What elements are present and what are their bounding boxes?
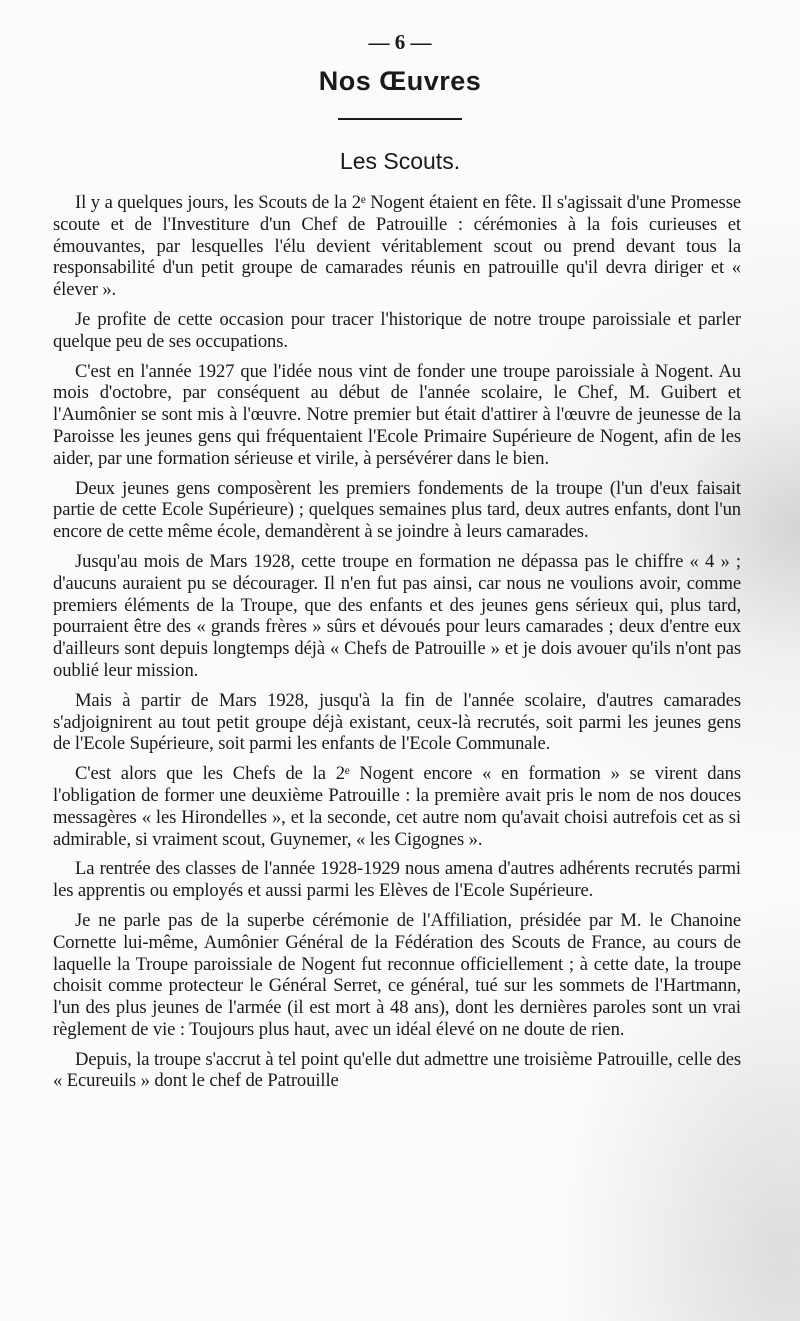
title-divider [338,118,462,120]
paragraph-6: Mais à partir de Mars 1928, jusqu'à la fin de l'année scolaire, d'autres camarades s'adjoignirent au tout petit groupe déjà existant, ceux-là recrutés, soit parmi les jeunes gens de l'Ecole Supérieure, soit parmi les enfants de l'Ecole Communale. [53,689,741,755]
page-title: Nos Œuvres [318,66,482,96]
page-number: — 6 — [368,30,432,54]
paragraph-5: Jusqu'au mois de Mars 1928, cette troupe en formation ne dépassa pas le chiffre « 4 » ; d'aucuns auraient pu se décourager. Il n'en fut pas ainsi, car nous ne voulions avoir, comme premiers éléments de la Troupe, que des enfants et des jeunes gens sérieux qui, plus tard, pourraient être des « grands frères » sûrs et dévoués pour leurs camarades ; deux d'entre eux d'ailleurs sont depuis longtemps déjà « Chefs de Patrouille » et je dois avouer qu'ils n'ont pas oublié leur mission. [53,550,741,681]
paragraph-2: Je profite de cette occasion pour tracer l'historique de notre troupe paroissiale et parler quelque peu de ses occupations. [53,308,741,352]
paragraph-10: Depuis, la troupe s'accrut à tel point qu'elle dut admettre une troisième Patrouille, celle des « Ecureuils » dont le chef de Patrouille [53,1048,741,1092]
section-subtitle: Les Scouts. [339,148,461,174]
article-body [53,192,741,1092]
paragraph-4: Deux jeunes gens composèrent les premiers fondements de la troupe (l'un d'eux faisait partie de cette Ecole Supérieure) ; quelques semaines plus tard, deux autres enfants, dont l'un encore de cette même école, demandèrent à se joindre à leurs camarades. [53,477,741,543]
paragraph-7: C'est alors que les Chefs de la 2ᵉ Nogent encore « en formation » se virent dans l'obligation de former une deuxième Patrouille : la première avait pris le nom de nos douces messagères « les Hirondelles », et la seconde, cet autre nom qu'avait choisi autrefois cet as si admirable, si vraiment scout, Guynemer, « les Cigognes ». [53,763,741,850]
paragraph-3: C'est en l'année 1927 que l'idée nous vint de fonder une troupe paroissiale à Nogent. Au mois d'octobre, par conséquent au début de l'année scolaire, le Chef, M. Guibert et l'Aumônier se sont mis à l'œuvre. Notre premier but était d'attirer à l'œuvre de jeunesse de la Paroisse les jeunes gens qui fréquentaient l'Ecole Primaire Supérieure de Nogent, afin de les aider, par une formation sérieuse et virile, à persévérer dans le bien. [53,360,741,469]
paragraph-9: Je ne parle pas de la superbe cérémonie de l'Affiliation, présidée par M. le Chanoine Cornette lui-même, Aumônier Général de la Fédération des Scouts de France, au cours de laquelle la Troupe paroissiale de Nogent fut reconnue officiellement ; à cette date, la troupe choisit comme protecteur le Général Serret, ce général, tué sur les sommets de l'Hartmann, l'un des plus jeunes de l'armée (il est mort à 48 ans), dont les dernières paroles sont un vrai règlement de vie : Toujours plus haut, avec un idéal élevé on ne doute de rien. [53,909,741,1040]
paragraph-1: Il y a quelques jours, les Scouts de la 2ᵉ Nogent étaient en fête. Il s'agissait d'une Promesse scoute et de l'Investiture d'un Chef de Patrouille : cérémonies à la fois curieuses et émouvantes, par lesquelles l'élu devient véritablement scout ou prend devant tous la responsabilité d'un petit groupe de camarades réunis en patrouille qu'il devra diriger et « élever ». [53,192,741,301]
paragraph-8: La rentrée des classes de l'année 1928-1929 nous amena d'autres adhérents recrutés parmi les apprentis ou employés et aussi parmi les Elèves de l'Ecole Supérieure. [53,858,741,902]
